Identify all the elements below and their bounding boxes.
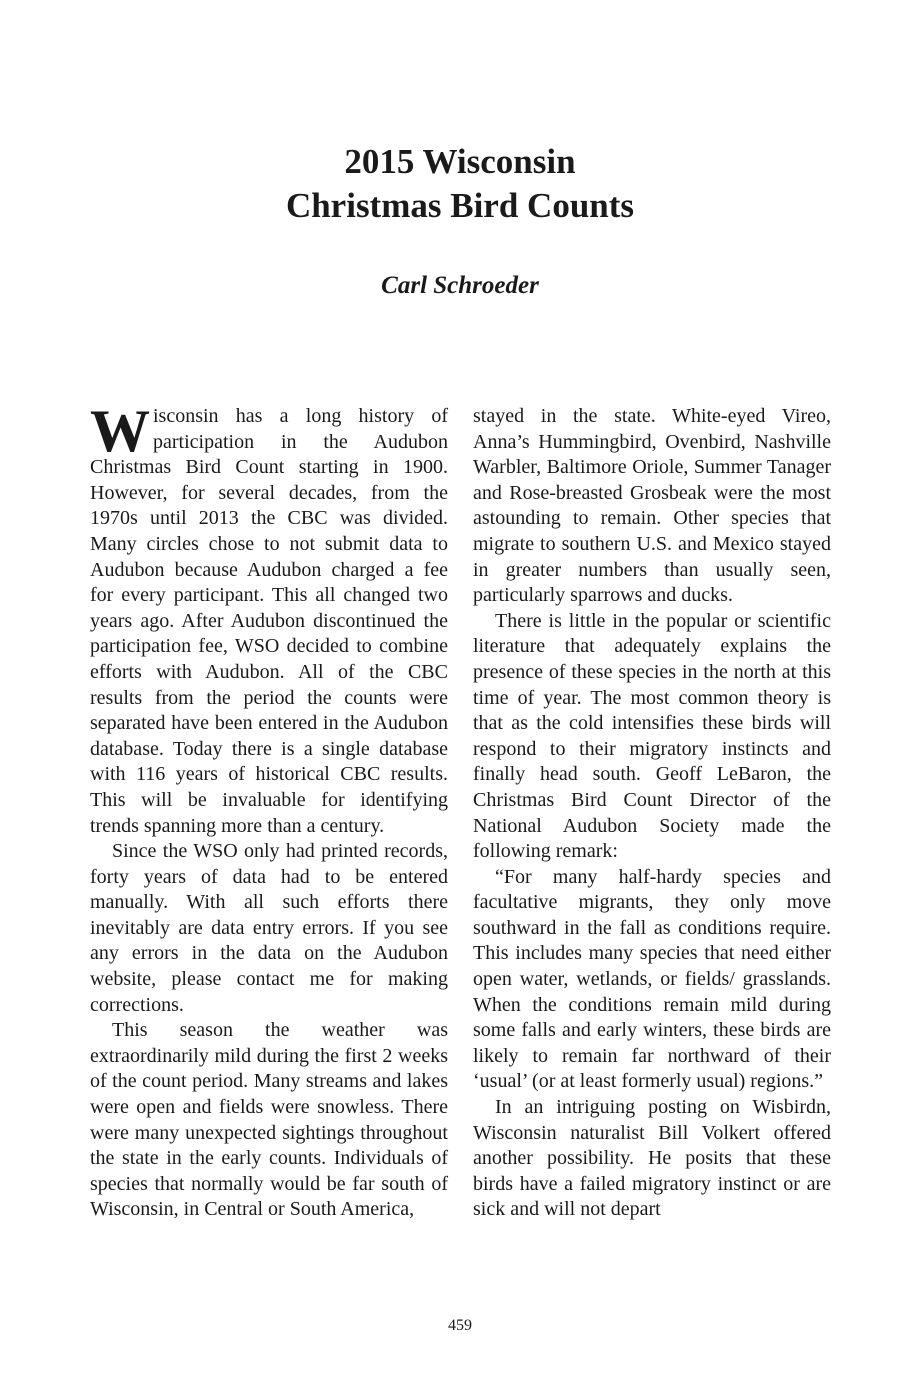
left-column: [90, 398, 448, 1223]
paragraph-weather: This season the weather was extraordinarily mild during the first 2 weeks of the count period. Many streams and lakes were open and fields were snowless. There were many unexpected sightings throughout the state in the early counts. Individuals of species that normally would be far south of Wisconsin, in Central or South America,: [90, 1019, 448, 1221]
paragraph-quote: “For many half-hardy species and facultative migrants, they only move southward in the fall as conditions require. This includes many species that need either open water, wetlands, or fields/ grasslands. When the conditions remain mild during some falls and early winters, these birds are likely to remain far northward of their ‘usual’ (or at least formerly usual) regions.”: [473, 865, 831, 1093]
right-column: [473, 404, 831, 1223]
title-line-2: Christmas Bird Counts: [285, 186, 635, 225]
paragraph-intro-text: isconsin has a long history of participation in the Audubon Christmas Bird Count starting in 1900. However, for several decades, from the 1970s until 2013 the CBC was divided. Many circles chose to not submit data to Audubon because Audubon charged a fee for every participant. This all changed two years ago. After Audubon discontinued the participation fee, WSO decided to combine efforts with Audubon. All of the CBC results from the period the counts were separated have been entered in the Audubon database. Today there is a single database with 116 years of historical CBC results. This will be invaluable for identifying trends spanning more than a century.: [90, 405, 448, 837]
drop-cap: W: [90, 398, 150, 464]
paragraph-data-entry: Since the WSO only had printed records, forty years of data had to be entered manually. With all such efforts there inevitably are data entry errors. If you see any errors in the data on the Audubon website, please contact me for making corrections.: [90, 840, 448, 1016]
title-line-1: 2015 Wisconsin: [344, 142, 576, 181]
paragraph-theory: There is little in the popular or scientific literature that adequately explains the presence of these species in the north at this time of year. The most common theory is that as the cold intensifies these birds will respond to their migratory instincts and finally head south. Geoff LeBaron, the Christmas Bird Count Director of the National Audubon Society made the following remark:: [473, 609, 831, 863]
article-title: [0, 140, 920, 228]
paragraph-species-stayed: stayed in the state. White-eyed Vireo, Anna’s Hummingbird, Ovenbird, Nashville Warbler, Baltimore Oriole, Summer Tanager and Rose-breasted Grosbeak were the most astounding to remain. Other species that migrate to southern U.S. and Mexico stayed in greater numbers than usually seen, particularly sparrows and ducks.: [473, 405, 831, 607]
page-number: 459: [448, 1317, 472, 1334]
paragraph-intro: [90, 398, 448, 839]
paragraph-wisbirdn: In an intriguing posting on Wisbirdn, Wisconsin naturalist Bill Volkert offered another possibility. He posits that these birds have a failed migratory instinct or are sick and will not depart: [473, 1096, 831, 1221]
author-byline: Carl Schroeder: [381, 272, 539, 299]
